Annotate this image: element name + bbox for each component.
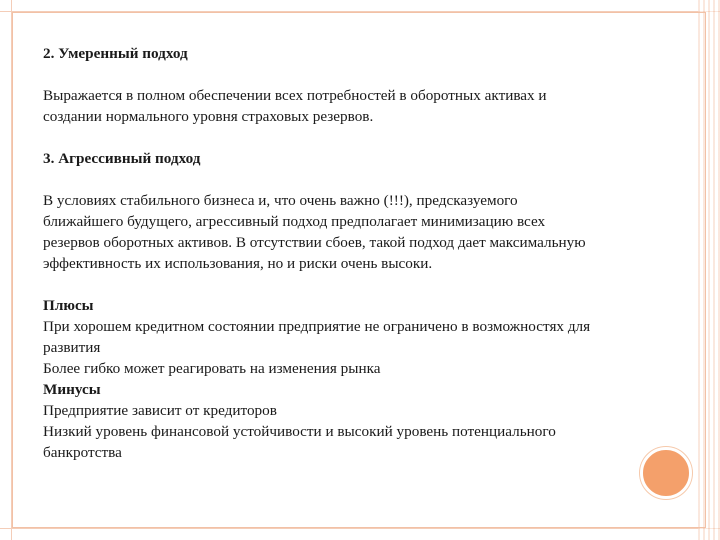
frame-top xyxy=(0,0,720,12)
section-3-line: эффективность их использования, но и риски очень высоки. xyxy=(43,255,433,272)
frame-bottom xyxy=(0,528,720,540)
pros-line: При хорошем кредитном состоянии предприятие не ограничено в возможностях для xyxy=(43,318,591,335)
decorative-orange-circle xyxy=(640,447,692,499)
pros-line: развития xyxy=(43,339,101,356)
section-3-line: ближайшего будущего, агрессивный подход предполагает минимизацию всех xyxy=(43,213,546,230)
frame-left xyxy=(0,0,12,540)
slide-content xyxy=(43,43,703,463)
section-2-line: Выражается в полном обеспечении всех потребностей в оборотных активах и xyxy=(43,87,547,104)
section-3-line: В условиях стабильного бизнеса и, что очень важно (!!!), предсказуемого xyxy=(43,192,518,209)
section-3-heading: 3. Агрессивный подход xyxy=(43,150,201,167)
pros-line: Более гибко может реагировать на изменения рынка xyxy=(43,360,381,377)
section-3-line: резервов оборотных активов. В отсутствии сбоев, такой подход дает максимальную xyxy=(43,234,586,251)
section-2-heading: 2. Умеренный подход xyxy=(43,45,188,62)
cons-line: Предприятие зависит от кредиторов xyxy=(43,402,277,419)
cons-heading: Минусы xyxy=(43,381,101,398)
section-2-line: создании нормального уровня страховых резервов. xyxy=(43,108,374,125)
cons-line: банкротства xyxy=(43,444,122,461)
pros-heading: Плюсы xyxy=(43,297,94,314)
cons-line: Низкий уровень финансовой устойчивости и высокий уровень потенциального xyxy=(43,423,556,440)
